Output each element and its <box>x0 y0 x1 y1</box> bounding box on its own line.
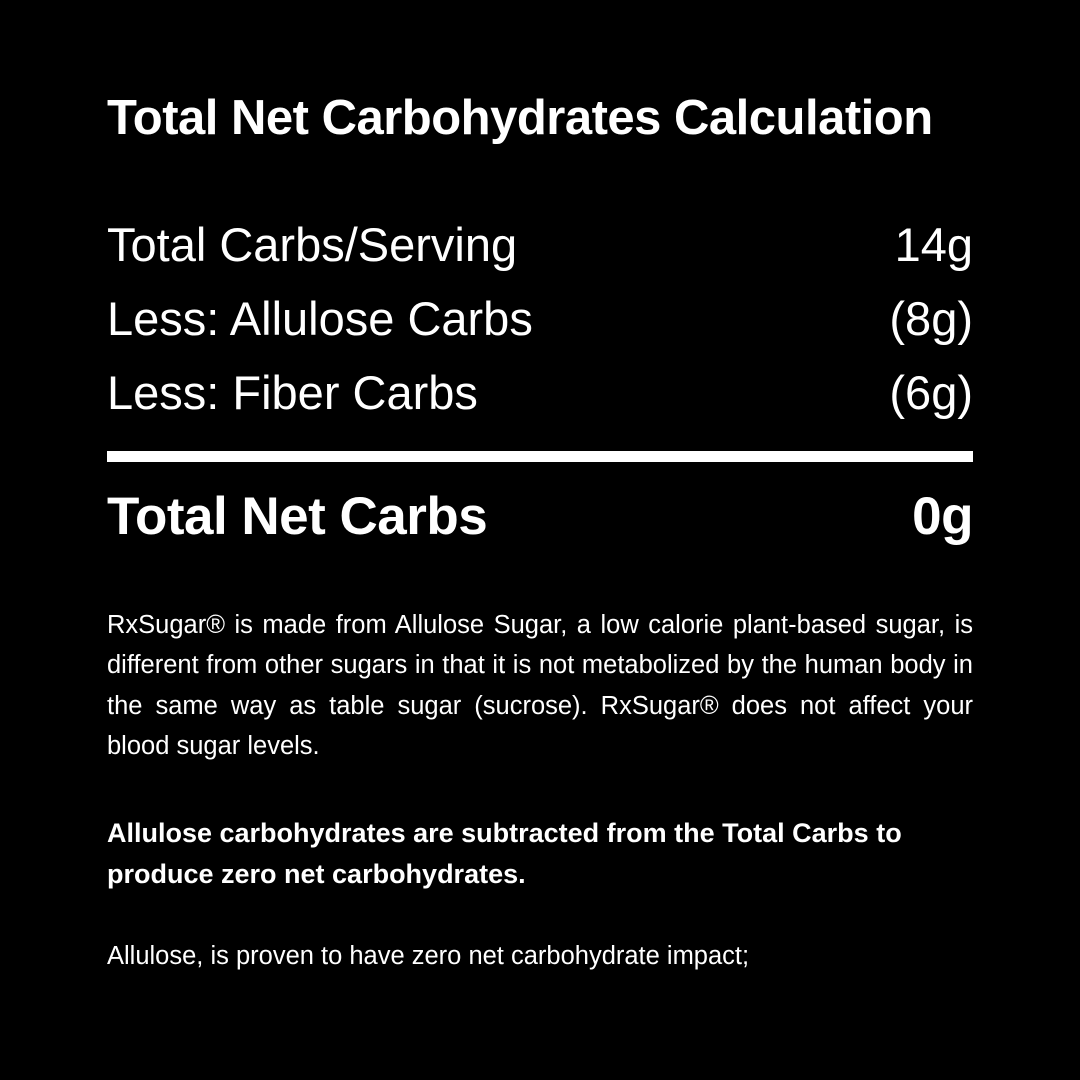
table-row <box>107 282 973 356</box>
table-divider <box>107 451 973 462</box>
row-label: Less: Fiber Carbs <box>107 366 478 420</box>
footer-note-paragraph: Allulose, is proven to have zero net carbohydrate impact; <box>107 941 750 970</box>
total-value: 0g <box>912 486 973 546</box>
page-title: Total Net Carbohydrates Calculation <box>107 91 933 145</box>
table-row <box>107 356 973 430</box>
table-row <box>107 208 973 282</box>
bold-note-paragraph: Allulose carbohydrates are subtracted from the Total Carbs to produce zero net carbohydrates. <box>107 817 902 889</box>
description-paragraph: RxSugar® is made from Allulose Sugar, a low calorie plant-based sugar, is different from other sugars in that it is not metabolized by the human body in the same way as table sugar (sucrose). RxSugar® does not affect your blood sugar levels. <box>107 610 973 761</box>
row-value: (8g) <box>889 292 973 346</box>
net-carbs-calculation-table <box>107 208 973 547</box>
row-value: 14g <box>894 217 973 271</box>
row-label: Total Carbs/Serving <box>107 217 518 271</box>
total-label: Total Net Carbs <box>107 486 488 546</box>
total-net-carbs-row <box>107 486 973 547</box>
row-value: (6g) <box>889 366 973 420</box>
row-label: Less: Allulose Carbs <box>107 292 533 346</box>
